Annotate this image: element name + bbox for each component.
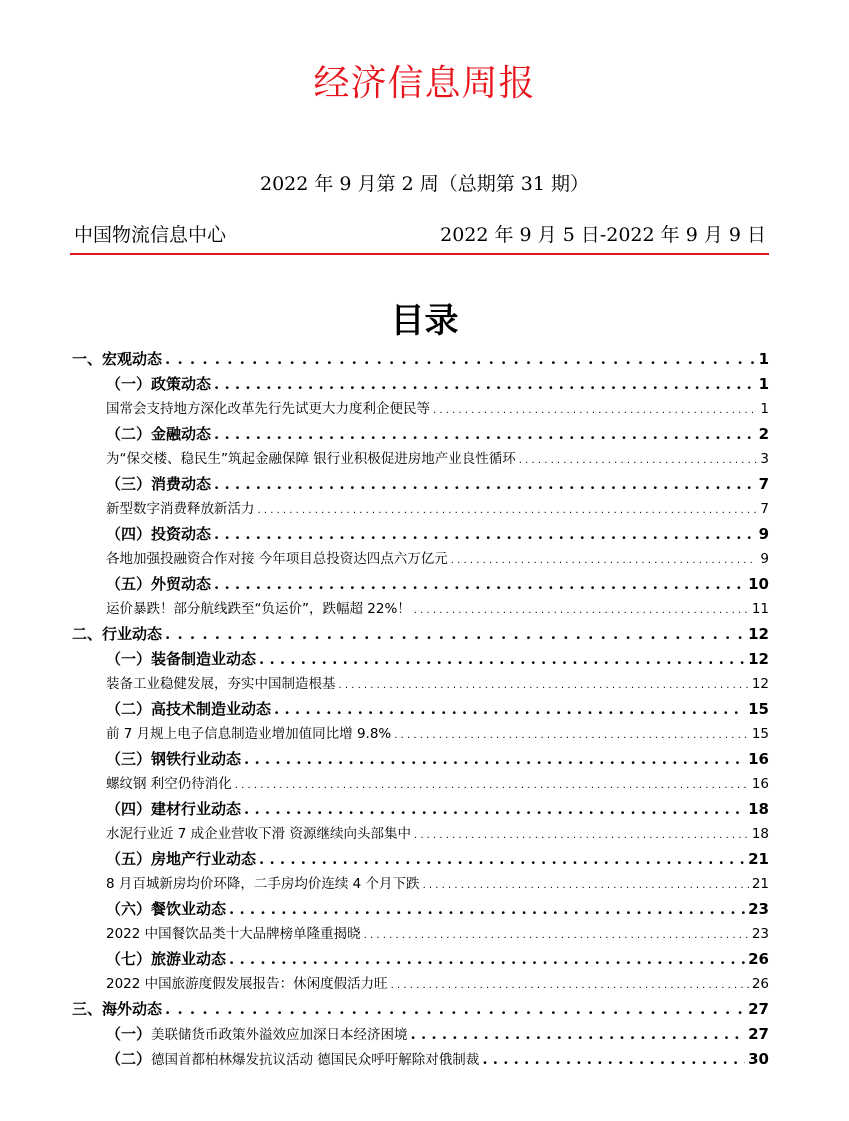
toc-entry-title: 前 7 月规上电子信息制造业增加值同比增 9.8% — [106, 726, 392, 742]
date-range: 2022 年 9 月 5 日-2022 年 9 月 9 日 — [440, 224, 766, 246]
toc-entry-level-2[interactable] — [70, 897, 769, 922]
toc-page-number: 18 — [751, 826, 769, 842]
toc-entry-level-2[interactable] — [70, 747, 769, 772]
toc-entry-level-2[interactable] — [70, 522, 769, 547]
toc-entry-title: （四）建材行业动态 — [106, 800, 242, 818]
toc-entry-level-2[interactable] — [70, 1047, 769, 1072]
toc-page-number: 15 — [751, 726, 769, 742]
toc-entry-title: 装备工业稳健发展，夯实中国制造根基 — [106, 676, 336, 692]
toc-entry-title: 螺纹钢 利空仍待消化 — [106, 776, 232, 792]
toc-entry-level-1[interactable] — [70, 997, 769, 1022]
toc-entry-title: （六）餐饮业动态 — [106, 900, 227, 918]
toc-dot-leader — [423, 873, 749, 898]
toc-page-number: 7 — [758, 475, 769, 493]
toc-entry-title: 国常会支持地方深化改革先行先试更大力度利企便民等 — [106, 401, 430, 417]
toc-dot-leader — [244, 747, 745, 772]
toc-entry-level-2[interactable] — [70, 572, 769, 597]
toc-page-number: 26 — [751, 976, 769, 992]
toc-entry-level-2[interactable] — [70, 372, 769, 397]
toc-page-number: 23 — [748, 900, 769, 918]
toc-entry-title-rest: 德国首都柏林爆发抗议活动 德国民众呼吁解除对俄制裁 — [151, 1052, 480, 1068]
toc-entry-level-3[interactable] — [70, 497, 769, 522]
toc-dot-leader — [411, 1022, 746, 1047]
toc-entry-title: 8 月百城新房均价环降，二手房均价连续 4 个月下跌 — [106, 876, 420, 892]
toc-entry-title: 为“保交楼、稳民生”筑起金融保障 银行业积极促进房地产业良性循环 — [106, 451, 516, 467]
toc-page-number: 1 — [758, 350, 769, 368]
toc-entry-title: （四）投资动态 — [106, 525, 212, 543]
toc-page-number: 21 — [748, 850, 769, 868]
toc-page-number: 12 — [751, 676, 769, 692]
toc-page-number: 9 — [758, 525, 769, 543]
toc-page-number: 12 — [748, 625, 769, 643]
header-divider — [70, 253, 769, 255]
toc-entry-title: 运价暴跌！部分航线跌至“负运价”，跌幅超 22%！ — [106, 601, 411, 617]
issue-line: 2022 年 9 月第 2 周（总期第 31 期） — [260, 173, 589, 195]
toc-page-number: 27 — [748, 1000, 769, 1018]
toc-page-number: 11 — [751, 601, 769, 617]
toc-entry-level-1[interactable] — [70, 347, 769, 372]
toc-entry-level-3[interactable] — [70, 772, 769, 797]
toc-entry-level-3[interactable] — [70, 922, 769, 947]
toc-page-number: 1 — [760, 401, 769, 417]
toc-dot-leader — [364, 923, 749, 948]
toc-entry-level-3[interactable] — [70, 447, 769, 472]
report-title: 经济信息周报 — [313, 63, 536, 104]
toc-dot-leader — [259, 847, 745, 872]
toc-entry-title: 水泥行业近 7 成企业营收下滑 资源继续向头部集中 — [106, 826, 411, 842]
toc-dot-leader — [214, 522, 756, 547]
toc-entry-title: （一）美联储货币政策外溢效应加深日本经济困境 — [106, 1025, 408, 1043]
toc-dot-leader — [519, 448, 758, 473]
toc-entry-title-rest: 美联储货币政策外溢效应加深日本经济困境 — [151, 1027, 408, 1043]
toc-entry-title: 各地加强投融资合作对接 今年项目总投资达四点六万亿元 — [106, 551, 448, 567]
toc-dot-leader — [235, 773, 749, 798]
issuer-name: 中国物流信息中心 — [74, 224, 227, 246]
toc-page-number: 23 — [751, 926, 769, 942]
toc-entry-level-2[interactable] — [70, 697, 769, 722]
toc-page-number: 30 — [748, 1050, 769, 1068]
toc-dot-leader — [433, 398, 757, 423]
toc-dot-leader — [451, 548, 758, 573]
toc-dot-leader — [165, 622, 745, 647]
toc-page-number: 12 — [748, 650, 769, 668]
toc-entry-level-3[interactable] — [70, 972, 769, 997]
toc-heading: 目录 — [390, 301, 459, 341]
toc-entry-title: （二）金融动态 — [106, 425, 212, 443]
toc-entry-title: 一、宏观动态 — [72, 350, 163, 368]
toc-entry-level-3[interactable] — [70, 722, 769, 747]
toc-page-number: 21 — [751, 876, 769, 892]
toc-entry-title: （二）高技术制造业动态 — [106, 700, 272, 718]
toc-entry-level-3[interactable] — [70, 397, 769, 422]
toc-entry-title: 三、海外动态 — [72, 1000, 163, 1018]
toc-page-number: 3 — [760, 451, 769, 467]
toc-dot-leader — [482, 1047, 745, 1072]
toc-entry-title: （七）旅游业动态 — [106, 950, 227, 968]
toc-dot-leader — [214, 372, 756, 397]
toc-entry-title: （三）钢铁行业动态 — [106, 750, 242, 768]
toc-entry-title: （一）装备制造业动态 — [106, 650, 257, 668]
toc-entry-title: 新型数字消费释放新活力 — [106, 501, 255, 517]
toc-dot-leader — [258, 498, 758, 523]
toc-entry-level-2[interactable] — [70, 422, 769, 447]
toc-entry-title: （五）外贸动态 — [106, 575, 212, 593]
toc-entry-level-3[interactable] — [70, 822, 769, 847]
toc-dot-leader — [165, 997, 745, 1022]
toc-entry-level-3[interactable] — [70, 597, 769, 622]
toc-page-number: 1 — [758, 375, 769, 393]
toc-entry-level-2[interactable] — [70, 947, 769, 972]
toc-dot-leader — [214, 472, 756, 497]
toc-dot-leader — [259, 647, 745, 672]
toc-dot-leader — [339, 673, 749, 698]
toc-page-number: 27 — [748, 1025, 769, 1043]
toc-dot-leader — [229, 897, 745, 922]
toc-entry-level-2[interactable] — [70, 797, 769, 822]
toc-dot-leader — [244, 797, 745, 822]
toc-entry-title: 二、行业动态 — [72, 625, 163, 643]
table-of-contents — [70, 347, 769, 1072]
toc-page-number: 16 — [751, 776, 769, 792]
toc-page-number: 16 — [748, 750, 769, 768]
toc-dot-leader — [391, 973, 749, 998]
toc-entry-level-3[interactable] — [70, 547, 769, 572]
toc-entry-title: （三）消费动态 — [106, 475, 212, 493]
toc-dot-leader — [229, 947, 745, 972]
toc-dot-leader — [214, 422, 756, 447]
toc-entry-level-2[interactable] — [70, 647, 769, 672]
toc-entry-title: （一）政策动态 — [106, 375, 212, 393]
toc-entry-title: （五）房地产行业动态 — [106, 850, 257, 868]
toc-page-number: 7 — [760, 501, 769, 517]
toc-entry-level-3[interactable] — [70, 872, 769, 897]
toc-page-number: 18 — [748, 800, 769, 818]
toc-page-number: 9 — [760, 551, 769, 567]
toc-page-number: 2 — [758, 425, 769, 443]
toc-page-number: 26 — [748, 950, 769, 968]
toc-entry-title: （二）德国首都柏林爆发抗议活动 德国民众呼吁解除对俄制裁 — [106, 1050, 480, 1068]
toc-page-number: 10 — [748, 575, 769, 593]
toc-entry-title: 2022 中国旅游度假发展报告：休闲度假活力旺 — [106, 976, 388, 992]
toc-dot-leader — [394, 723, 749, 748]
toc-page-number: 15 — [748, 700, 769, 718]
toc-entry-level-2[interactable] — [70, 472, 769, 497]
toc-dot-leader — [414, 823, 749, 848]
toc-dot-leader — [414, 598, 749, 623]
toc-entry-level-2[interactable] — [70, 1022, 769, 1047]
toc-entry-title: 2022 中国餐饮品类十大品牌榜单隆重揭晓 — [106, 926, 361, 942]
toc-entry-level-2[interactable] — [70, 847, 769, 872]
toc-dot-leader — [214, 572, 745, 597]
toc-dot-leader — [274, 697, 745, 722]
toc-dot-leader — [165, 347, 756, 372]
toc-entry-level-1[interactable] — [70, 622, 769, 647]
toc-entry-level-3[interactable] — [70, 672, 769, 697]
